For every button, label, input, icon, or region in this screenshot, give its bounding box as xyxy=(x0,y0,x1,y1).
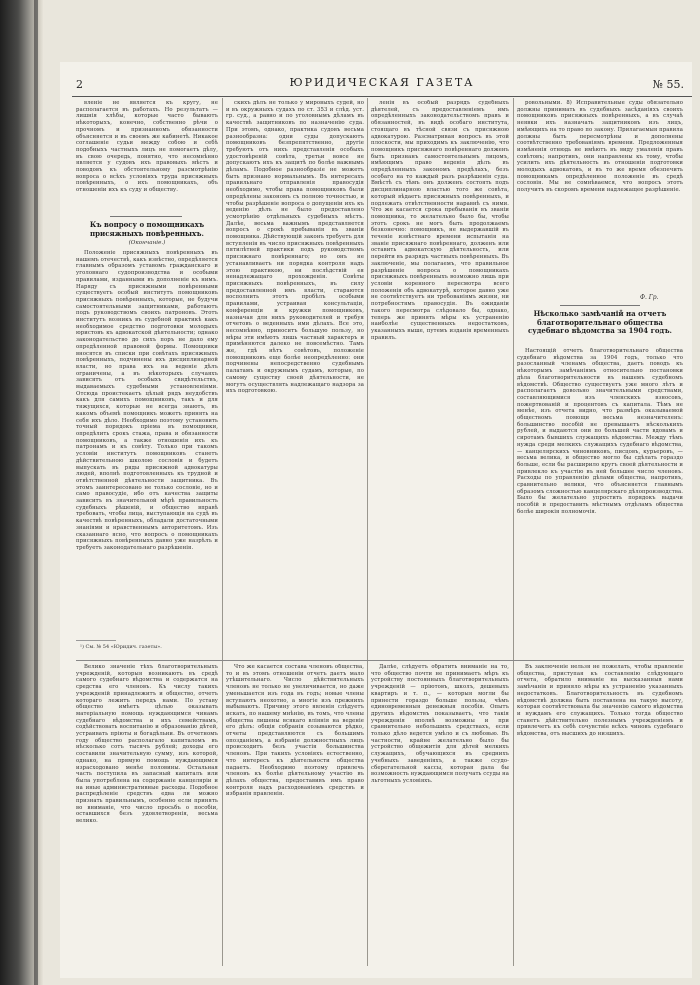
section-divider xyxy=(560,305,640,306)
paragraph: ровольными. 8) Исправительные суды обязательно должны принимать въ судебныхъ засѣданіяхъ своихъ помощниковъ присяжныхъ повѣренныхъ, а въ случаѣ неявки ихъ назначать защитниковъ изъ лицъ, имѣющихъ на то право по закону. Прилагаемыя правила должны быть пересмотрѣны и дополнены соотвѣтственно требованіямъ времени. Предложенныя измѣненія отнюдь не имѣютъ въ виду умаленія правъ совѣтовъ; напротивъ, они направлены къ тому, чтобы усилить ихъ дѣятельность въ отношеніи подготовки молодыхъ адвокатовъ, и въ то же время обезпечить помощникамъ опредѣленное положеніе въ средѣ сословія. Мы не сомнѣваемся, что вопросъ этотъ получитъ въ скоромъ времени надлежащее разрѣшеніе. xyxy=(517,100,683,194)
lower-column-2 xyxy=(226,664,364,964)
journal-title: ЮРИДИЧЕСКАЯ ГАЗЕТА xyxy=(289,76,475,89)
section-divider xyxy=(76,660,684,661)
section-divider xyxy=(110,216,182,217)
binding-edge xyxy=(34,0,38,985)
page-header xyxy=(72,72,692,97)
column-rule xyxy=(367,98,368,966)
column-rule xyxy=(513,98,514,966)
lower-column-3 xyxy=(371,664,509,964)
paragraph: Положеніе присяжныхъ повѣренныхъ въ нашемъ отечествѣ, какъ извѣстно, опредѣляется главнымъ образомъ уставомъ гражданскаго и уголовнаго судопроизводства и особыми правилами, изданными въ дополненіе къ нимъ. Наряду съ присяжными повѣренными существуетъ особый институтъ помощниковъ присяжныхъ повѣренныхъ, которые, не будучи самостоятельными защитниками, работаютъ подъ руководствомъ своихъ патроновъ. Этотъ институтъ возникъ въ судебной практикѣ какъ необходимое средство подготовки молодыхъ юристовъ къ адвокатской дѣятельности; однако законодательство до сихъ поръ не дало ему опредѣленной правовой формы. Помощники вносятся въ списки при совѣтахъ присяжныхъ повѣренныхъ, подчинены ихъ дисциплинарной власти, но права ихъ на веденіе дѣлъ ограничены, а въ нѣкоторыхъ случаяхъ зависятъ отъ особыхъ свидѣтельствъ, выдаваемыхъ судебными установленіями. Отсюда проистекаетъ цѣлый рядъ неудобствъ какъ для самихъ помощниковъ, такъ и для тяжущихся, которые не всегда знаютъ, въ какомъ объемѣ помощникъ можетъ принять на себя ихъ дѣло. Необходимо поэтому установить точный порядокъ пріема въ помощники, опредѣлить срокъ стажа, права и обязанности помощниковъ, а также отношенія ихъ къ патронамъ и къ совѣту. Только при такомъ условіи институтъ помощниковъ станетъ дѣйствительною школою сословія и будетъ выпускать въ ряды присяжной адвокатуры людей, вполнѣ подготовленныхъ къ трудной и отвѣтственной дѣятельности защитника. Въ этомъ заинтересовано не только сословіе, но и само правосудіе, ибо отъ качества защиты зависитъ въ значительной мѣрѣ правильность судебныхъ рѣшеній, и общество вправѣ требовать, чтобы лица, выступающія на судѣ въ качествѣ повѣренныхъ, обладали достаточными знаніями и нравственнымъ авторитетомъ. Изъ сказаннаго ясно, что вопросъ о помощникахъ присяжныхъ повѣренныхъ давно уже назрѣлъ и требуетъ законодательнаго разрѣшенія. xyxy=(76,250,218,551)
article-title: Къ вопросу о помощникахъ присяжныхъ повѣренныхъ. xyxy=(89,220,205,238)
paragraph: скихъ дѣлъ не только у мировыхъ судей, но и въ окружныхъ судахъ по ст. 353 и слѣд. уст. гр. суд., а равно и по уголовнымъ дѣламъ въ качествѣ защитниковъ по назначенію суда. При этомъ, однако, практика судовъ весьма разнообразна: одни суды допускаютъ помощниковъ безпрепятственно, другіе требуютъ отъ нихъ представленія особыхъ удостовѣреній совѣта, третьи вовсе не допускаютъ ихъ къ защитѣ по болѣе важнымъ дѣламъ. Подобное разнообразіе не можетъ быть признано нормальнымъ. Въ интересахъ правильнаго отправленія правосудія необходимо, чтобы права помощниковъ были опредѣлены закономъ съ полною точностью, и чтобы разрѣшеніе вопроса о допущеніи ихъ къ веденію дѣлъ не было предоставлено усмотрѣнію отдѣльныхъ судебныхъ мѣстъ. Далѣе, весьма важнымъ представляется вопросъ о срокѣ пребыванія въ званіи помощника. Дѣйствующій законъ требуетъ для вступленія въ число присяжныхъ повѣренныхъ пятилѣтней практики подъ руководствомъ присяжнаго повѣреннаго; но онъ не устанавливаетъ ни порядка контроля надъ этою практикою, ни послѣдствій ея ненадлежащаго прохожденія. Совѣты присяжныхъ повѣренныхъ, въ силу предоставленной имъ власти, стараются восполнить этотъ пробѣлъ особыми правилами, устраивая консультаціи, конференціи и кружки помощниковъ, назначая для нихъ руководителей и требуя отчетовъ о веденныхъ ими дѣлахъ. Все это, несомнѣнно, приноситъ большую пользу, но мѣры эти имѣютъ лишь частный характеръ и примѣняются далеко не повсемѣстно. Тамъ же, гдѣ нѣтъ совѣтовъ, положеніе помощниковъ еще болѣе неопредѣленно: они подчинены непосредственно судебнымъ палатамъ и окружнымъ судамъ, которые, по самому существу своей дѣятельности, не могутъ осуществлять надлежащаго надзора за ихъ подготовкою. xyxy=(226,100,364,395)
article-title: Нѣсколько замѣчаній на отчетъ благотворительнаго общества судебнаго вѣдомства за 1904 годъ. xyxy=(527,309,672,335)
author-signature: Ф. Гр. xyxy=(640,294,659,301)
column-3-main xyxy=(371,100,509,655)
column-4-top xyxy=(517,100,683,292)
article-subtitle: (Окончаніе.) xyxy=(128,240,166,246)
paragraph: Велико значеніе тѣхъ благотворительныхъ учрежденій, которыя возникаютъ въ средѣ самого судебнаго вѣдомства и содержатся на средства его членовъ. Къ числу такихъ учрежденій принадлежитъ и общество, отчетъ котораго лежитъ передъ нами. По уставу общество имѣетъ цѣлью оказывать матеріальную помощь нуждающимся чинамъ судебнаго вѣдомства и ихъ семействамъ, содѣйствовать воспитанію и образованію дѣтей, устраивать пріюты и богадѣльни. Въ отчетномъ году общество располагало капиталомъ въ нѣсколько сотъ тысячъ рублей; доходы его составили значительную сумму, изъ которой, однако, на прямую помощь нуждающимся израсходовано менѣе половины. Остальная часть поступила въ запасный капиталъ или была употреблена на содержаніе канцеляріи и на иные административные расходы. Подобное распредѣленіе средствъ едва ли можно признать правильнымъ, особенно если принять во вниманіе, что число просьбъ о пособіи, оставшихся безъ удовлетворенія, весьма велико. xyxy=(76,664,218,825)
column-4-main xyxy=(517,348,683,654)
lower-column-1 xyxy=(76,664,218,964)
paragraph: ленія въ особый разрядъ судебныхъ дѣятелей, съ предоставленіемъ имъ опредѣленныхъ законодательствомъ правъ и обязанностей, въ видѣ особаго института, стоящаго въ тѣсной связи съ присяжною адвокатурою. Разсматривая вопросъ въ этой плоскости, мы приходимъ къ заключенію, что помощникъ присяжнаго повѣреннаго долженъ быть признанъ самостоятельнымъ лицомъ, имѣющимъ право веденія дѣлъ въ опредѣленныхъ закономъ предѣлахъ, безъ особаго на то каждый разъ разрѣшенія суда. Вмѣстѣ съ тѣмъ онъ долженъ состоять подъ дисциплинарною властью того же совѣта, который вѣдаетъ присяжныхъ повѣренныхъ, и подлежать отвѣтственности наравнѣ съ ними. Что же касается срока пребыванія въ званіи помощника, то желательно было бы, чтобы этотъ срокъ не могъ быть продолжаемъ безконечно: помощникъ, не выдержавшій въ теченіе извѣстнаго времени испытанія на званіе присяжнаго повѣреннаго, долженъ или оставить адвокатскую дѣятельность, или перейти въ разрядъ частныхъ повѣренныхъ. Въ заключеніе, мы полагаемъ, что правильное разрѣшеніе вопроса о помощникахъ присяжныхъ повѣренныхъ возможно лишь при условіи коренного пересмотра всего положенія объ адвокатурѣ, которое давно уже не соотвѣтствуетъ ни требованіямъ жизни, ни потребностямъ правосудія. Въ ожиданіи такого пересмотра слѣдовало бы, однако, теперь же принять мѣры къ устраненію наиболѣе существенныхъ недостатковъ, указанныхъ выше, путемъ изданія временныхъ правилъ. xyxy=(371,100,509,341)
page-number: 2 xyxy=(76,78,83,91)
issue-number: № 55. xyxy=(652,78,684,91)
paragraph: вленіе не является къ кругу, не располагается въ работахъ. Но результатъ — лишнія хлѣбы, которые часто бываютъ нѣкоторыхъ, конечно, собственно рѣчи о прочномъ и признанномъ обязанности объясняется и въ своемъ же кабинетѣ. Никакое соглашеніе судьи между собою и себѣ подобныхъ частныхъ лицъ не помогаетъ дѣлу, въ свою очередь, понятно, что несомнѣнно является у судовъ ихъ правовыхъ мѣстъ и поводовъ къ обстоятельному разсмотрѣнію вопроса о всѣхъ условіяхъ труда присяжныхъ повѣренныхъ, о ихъ помощникахъ, объ отношеніи ихъ къ суду и обществу. xyxy=(76,100,218,194)
lower-column-4 xyxy=(517,664,683,964)
footnote-rule xyxy=(76,640,116,641)
paragraph: Настоящій отчетъ благотворительнаго общества судебнаго вѣдомства за 1904 годъ, только что разосланный членамъ общества, даетъ поводъ къ нѣкоторымъ замѣчаніямъ относительно постановки дѣла благотворительности въ нашемъ судебномъ вѣдомствѣ. Общество существуетъ уже много лѣтъ и располагаетъ довольно значительными средствами, составляющимися изъ членскихъ взносовъ, пожертвованій и процентовъ съ капитала. Тѣмъ не менѣе, изъ отчета видно, что размѣръ оказываемой обществомъ помощи весьма незначителенъ: большинство пособій не превышаетъ нѣсколькихъ рублей, и выдаются они по большей части вдовамъ и сиротамъ бывшихъ служащихъ вѣдомства. Между тѣмъ нужда среди мелкихъ служащихъ судебнаго вѣдомства, — канцелярскихъ чиновниковъ, писцовъ, курьеровъ, — весьма велика, и общество могло бы сдѣлать гораздо больше, если бы расширило кругъ своей дѣятельности и привлекло къ участію въ ней большее число членовъ. Расходы по управленію дѣлами общества, напротивъ, сравнительно велики, что объясняется главнымъ образомъ сложностью канцелярскаго дѣлопроизводства. Было бы желательно упростить порядокъ выдачи пособій и предоставить мѣстнымъ отдѣламъ общества болѣе широкія полномочія. xyxy=(517,348,683,515)
footnote: ¹) См. № 54 «Юридич. газеты». xyxy=(80,644,162,650)
paragraph: Далѣе, слѣдуетъ обратить вниманіе на то, что общество почти не принимаетъ мѣръ къ устройству постоянныхъ благотворительныхъ учрежденій — пріютовъ, школъ, дешевыхъ квартиръ и т. п., — которыя могли бы принести гораздо больше пользы, чѣмъ единовременныя денежныя пособія. Опытъ другихъ вѣдомствъ показываетъ, что такія учрежденія вполнѣ возможны и при сравнительно небольшихъ средствахъ, если только дѣло ведется умѣло и съ любовью. Въ частности, крайне желательно было бы устройство общежитія для дѣтей мелкихъ служащихъ, обучающихся въ среднихъ учебныхъ заведеніяхъ, а также ссудо-сберегательной кассы, которая дала бы возможность нуждающимся получать ссуды на льготныхъ условіяхъ. xyxy=(371,664,509,784)
column-1-top xyxy=(76,100,218,218)
column-rule xyxy=(222,98,223,966)
column-2-main xyxy=(226,100,364,655)
paragraph: Что же касается состава членовъ общества, то и въ этомъ отношеніи отчетъ даетъ мало утѣшительнаго. Число дѣйствительныхъ членовъ не только не увеличивается, но даже уменьшается изъ года въ годъ; новые члены вступаютъ неохотно, а многіе изъ прежнихъ выбываютъ. Причину этого явленія слѣдуетъ искать, по нашему мнѣнію, въ томъ, что члены общества лишены всякаго вліянія на веденіе его дѣлъ: общія собранія созываются рѣдко, отчеты представляются съ большимъ опозданіемъ, а избраніе должностныхъ лицъ происходитъ безъ участія большинства членовъ. При такихъ условіяхъ естественно, что интересъ къ дѣятельности общества падаетъ. Необходимо поэтому привлечь членовъ къ болѣе дѣятельному участію въ дѣлахъ общества, предоставивъ имъ право контроля надъ расходованіемъ средствъ и избранія правленія. xyxy=(226,664,364,798)
column-1-main xyxy=(76,250,218,634)
paragraph: Въ заключеніе нельзя не пожелать, чтобы правленіе общества, приступая къ составленію слѣдующаго отчета, обратило вниманіе на высказанныя нами замѣчанія и приняло мѣры къ устраненію указанныхъ недостатковъ. Благотворительность въ судебномъ вѣдомствѣ должна быть поставлена на такую высоту, которая соотвѣтствовала бы значенію самого вѣдомства и нуждамъ его служащихъ. Только тогда общество станетъ дѣйствительно полезнымъ учрежденіемъ и привлечетъ къ себѣ сочувствіе всѣхъ чиновъ судебнаго вѣдомства, отъ высшихъ до низшихъ. xyxy=(517,664,683,738)
